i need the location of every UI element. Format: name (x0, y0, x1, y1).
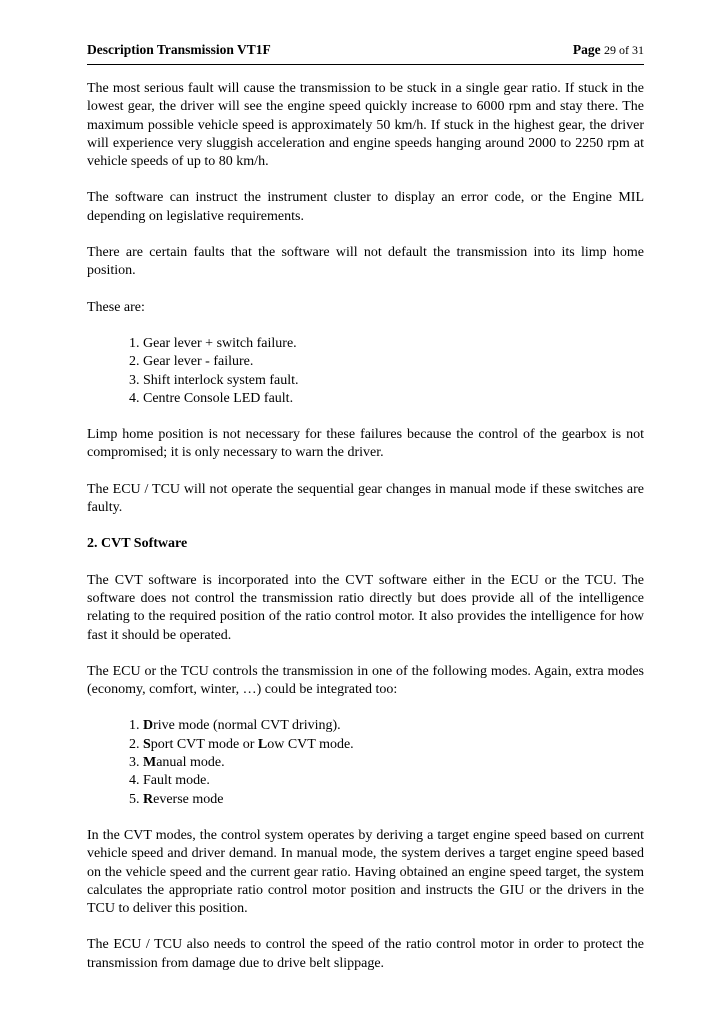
paragraph-these-are: These are: (87, 299, 145, 315)
paragraph-sequential: The ECU / TCU will not operate the sequential gear changes in manual mode if these switches are faulty. (87, 481, 644, 516)
page-header (87, 41, 644, 59)
list-item: 4. Centre Console LED fault. (129, 390, 294, 406)
paragraph-error-code: The software can instruct the instrument cluster to display an error code, or the Engine MIL depending on legislative requirements. (87, 190, 644, 224)
header-rule (87, 64, 644, 65)
paragraph-no-limp-home: There are certain faults that the software will not default the transmission into its limp home position. (87, 245, 644, 279)
list-item: 5. Reverse mode (129, 791, 224, 807)
list-item: 4. Fault mode. (129, 773, 210, 789)
list-item: 1. Drive mode (normal CVT driving). (129, 718, 341, 734)
section-heading: 2. CVT Software (87, 536, 188, 552)
list-item: 3. Manual mode. (129, 755, 225, 771)
list-item: 1. Gear lever + switch failure. (129, 335, 297, 351)
paragraph-limp-home: Limp home position is not necessary for these failures because the control of the gearbox is not compromised; it is only necessary to warn the driver. (87, 427, 644, 461)
page-number (573, 41, 644, 59)
list-item: 3. Shift interlock system fault. (129, 372, 299, 388)
paragraph-cvt-software: The CVT software is incorporated into the CVT software either in the ECU or the TCU. The software does not control the transmission ratio directly but does provide all of the intelligence relating to the required position of the ratio control motor. It also provides the intelligence for how fast it should be operated. (87, 572, 644, 643)
document-title: Description Transmission VT1F (87, 42, 271, 57)
fault-list (129, 335, 644, 408)
paragraph-modes-intro: The ECU or the TCU controls the transmission in one of the following modes. Again, extra modes (economy, comfort, winter, …) could be integrated too: (87, 663, 644, 698)
list-item: 2. Gear lever - failure. (129, 354, 254, 370)
page-label: Page (572, 42, 601, 57)
list-item: 2. Sport CVT mode or Low CVT mode. (129, 736, 354, 752)
paragraph-stuck-gear: The most serious fault will cause the transmission to be stuck in a single gear ratio. If stuck in the lowest gear, the driver will see the engine speed quickly increase to 6000 rpm and stay there. The maximum possible vehicle speed is approximately 50 km/h. If stuck in the highest gear, the driver will experience very sluggish acceleration and engine speeds hanging around 2000 to 2250 rpm at vehicle speeds of up to 80 km/h. (87, 81, 644, 170)
page-of: 29 of 31 (604, 43, 644, 57)
mode-list (129, 717, 644, 808)
page-body (87, 80, 644, 991)
paragraph-motor-speed: The ECU / TCU also needs to control the speed of the ratio control motor in order to protect the transmission from damage due to drive belt slippage. (87, 937, 644, 971)
paragraph-cvt-modes: In the CVT modes, the control system operates by deriving a target engine speed based on current vehicle speed and driver demand. In manual mode, the system derives a target engine speed based on the vehicle speed and the current gear ratio. Having obtained an engine speed target, the system calculates the appropriate ratio control motor position and instructs the GIU or the drivers in the TCU to deliver this position. (87, 827, 644, 917)
